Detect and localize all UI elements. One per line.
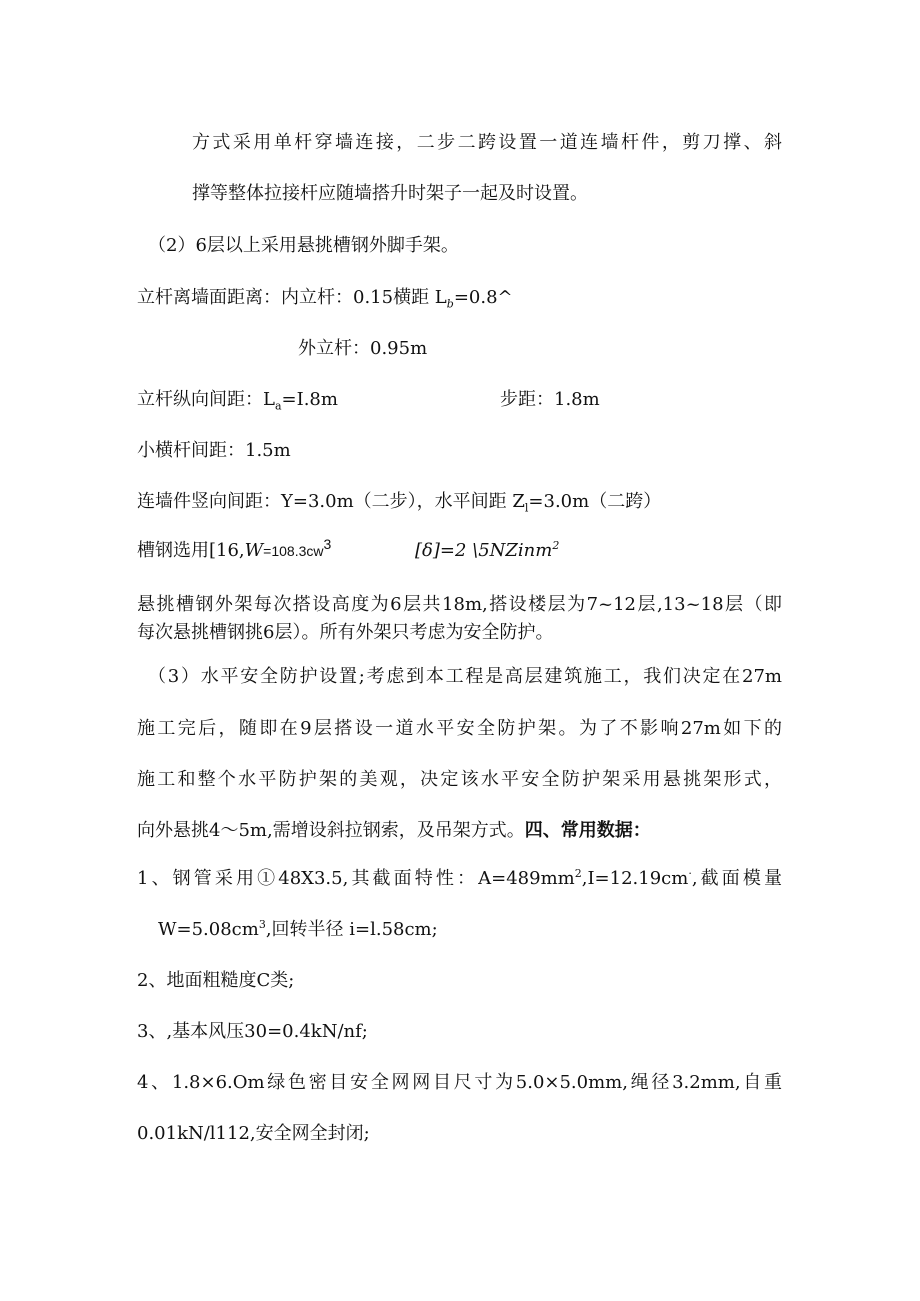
paragraph-line: 方式采用单杆穿墙连接，二步二跨设置一道连墙杆件，剪刀撑、斜 xyxy=(192,132,782,153)
data-item-3: 3、,基本风压30=0.4kN∕nf; xyxy=(137,1021,368,1042)
data-item-1-line1: 1、钢管采用①48X3.5,其截面特性：$A=489mm^2,I=12.19cm^\cdot$,截面模量 xyxy=(137,867,782,889)
section-heading-common-data: 四、常用数据： xyxy=(524,820,651,841)
spec-step: 步距：1.8m xyxy=(500,389,600,410)
paragraph-line: （3）水平安全防护设置;考虑到本工程是高层建筑施工，我们决定在27m xyxy=(148,666,782,687)
data-item-2: 2、地面粗糙度C类; xyxy=(137,970,295,991)
section-heading: （2）6层以上采用悬挑槽钢外脚手架。 xyxy=(148,235,459,256)
paragraph-line: 施工和整个水平防护架的美观，决定该水平安全防护架采用悬挑架形式， xyxy=(137,769,782,790)
paragraph-line: 每次悬挑槽钢挑6层）。所有外架只考虑为安全防护。 xyxy=(137,622,554,643)
paragraph-line: 撑等整体拉接杆应随墙搭升时架子一起及时设置。 xyxy=(192,183,588,204)
data-item-4-line2: 0.01kN∕l112,安全网全封闭; xyxy=(137,1123,370,1144)
spec-allowable-stress: [δ]=2 \5NZinm$^2$ xyxy=(415,539,560,561)
spec-wall-distance: 立杆离墙面距离：内立杆：0.15横距 $L_b=0.8\^{}$ xyxy=(137,287,513,311)
paragraph-line: 施工完后，随即在9层搭设一道水平安全防护架。为了不影响27m如下的 xyxy=(137,718,782,739)
spec-channel-steel: 槽钢选用[$16,W=108.3cw^3$ xyxy=(137,536,332,561)
spec-wall-tie: 连墙件竖向间距：Y=3.0m（二步），水平间距 $Z_l=3.0m$（二跨） xyxy=(137,491,662,515)
spec-small-bar: 小横杆间距：1.5m xyxy=(137,440,291,461)
paragraph-line: 向外悬挑4～5m,需增设斜拉钢索，及吊架方式。四、常用数据： xyxy=(137,820,651,841)
data-item-4-line1: 4、1.8×6.Om绿色密目安全网网目尺寸为5.0×5.0mm,绳径3.2mm,自重 xyxy=(137,1072,782,1093)
spec-longitudinal-spacing: 立杆纵向间距：$L_a=I.8m$ xyxy=(137,389,338,413)
spec-outer-pole: 外立杆：0.95m xyxy=(298,338,428,359)
paragraph-line: 悬挑槽钢外架每次搭设高度为6层共18m,搭设楼层为7~12层,13~18层（即 xyxy=(137,594,782,615)
data-item-1-line2: $W=5.08cm^3$,回转半径 i=l.58cm; xyxy=(158,918,438,940)
